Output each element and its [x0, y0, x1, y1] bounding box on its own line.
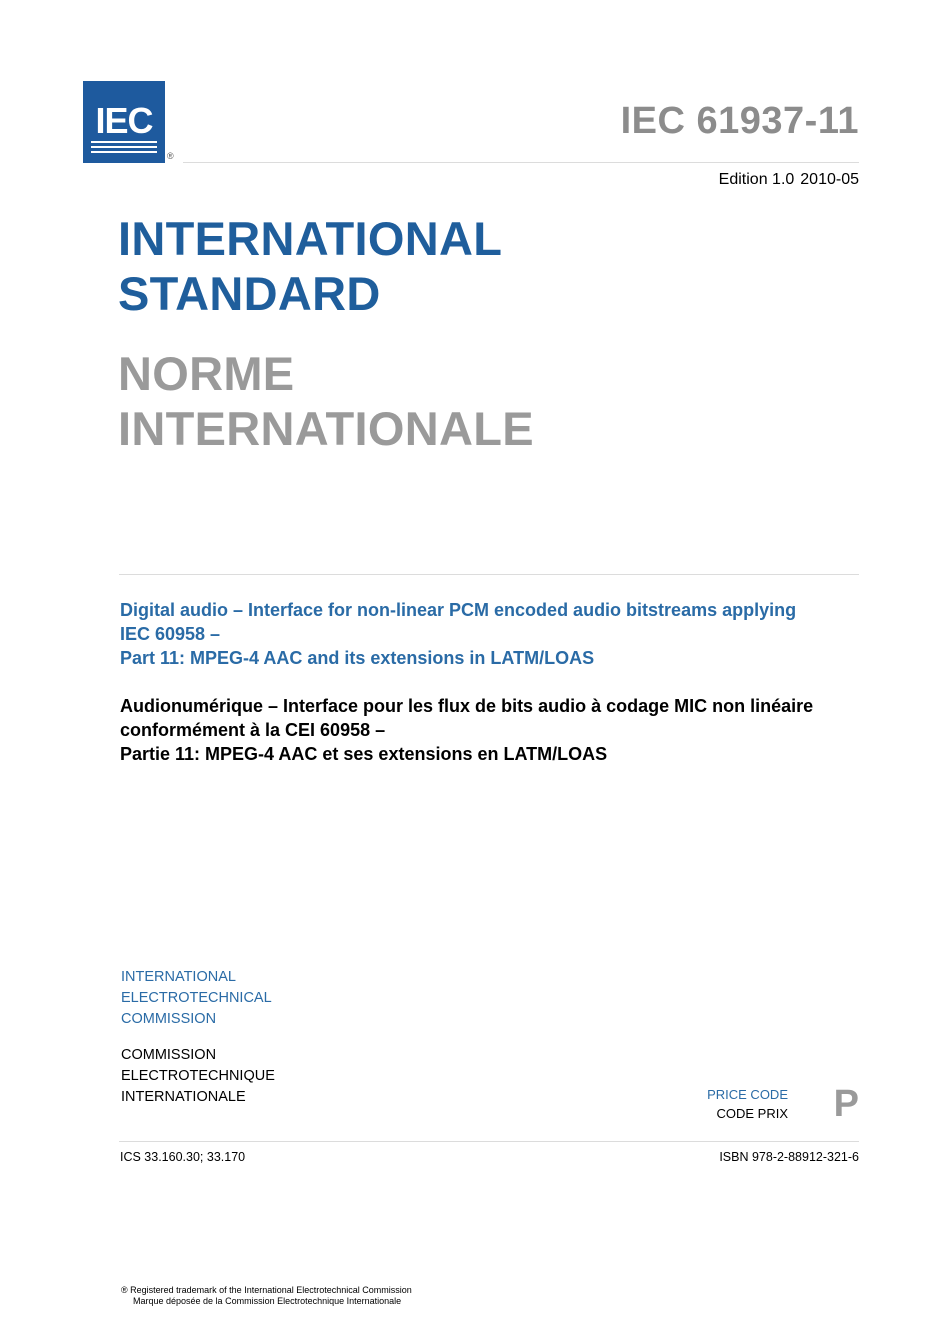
- organization-french-line: INTERNATIONALE: [121, 1089, 246, 1105]
- registered-mark: ®: [167, 151, 174, 161]
- standard-number: IEC 61937-11: [620, 100, 859, 142]
- subtitle-english-line: Digital audio – Interface for non-linear PCM encoded audio bitstreams applying: [120, 600, 797, 620]
- subtitle-english-line: IEC 60958 –: [120, 624, 221, 644]
- isbn-number: ISBN 978-2-88912-321-6: [719, 1150, 859, 1164]
- subtitle-english: [120, 598, 860, 670]
- iec-logo-graphic: [83, 81, 165, 163]
- footer-divider: [119, 1141, 859, 1142]
- organization-english-line: COMMISSION: [121, 1011, 217, 1027]
- subtitle-french: [120, 694, 865, 766]
- organization-english-line: ELECTROTECHNICAL: [121, 990, 272, 1006]
- edition-label: Edition 1.0: [718, 171, 795, 188]
- edition-date: 2010-05: [800, 171, 859, 188]
- title-french-line: NORME: [118, 347, 295, 400]
- header-divider: [183, 162, 859, 163]
- subtitle-french-line: conformément à la CEI 60958 –: [120, 720, 386, 740]
- code-prix-label: CODE PRIX: [716, 1106, 788, 1121]
- title-english-line: STANDARD: [118, 267, 381, 320]
- price-code-label: PRICE CODE: [707, 1087, 788, 1102]
- title-divider: [119, 574, 859, 575]
- subtitle-english-line: Part 11: MPEG-4 AAC and its extensions in LATM/LOAS: [120, 648, 595, 668]
- title-english: [118, 211, 502, 321]
- subtitle-french-line: Partie 11: MPEG-4 AAC et ses extensions en LATM/LOAS: [120, 744, 608, 764]
- iec-logo: [83, 81, 165, 163]
- organization-french-line: COMMISSION: [121, 1047, 217, 1063]
- ics-code: ICS 33.160.30; 33.170: [120, 1150, 246, 1164]
- edition-line: [719, 171, 859, 189]
- price-code-value: P: [833, 1083, 859, 1125]
- organization-english-line: INTERNATIONAL: [121, 969, 236, 985]
- svg-text:IEC: IEC: [95, 100, 153, 141]
- title-english-line: INTERNATIONAL: [118, 212, 503, 265]
- organization-french-line: ELECTROTECHNIQUE: [121, 1068, 275, 1084]
- trademark-note-english: ® Registered trademark of the International Electrotechnical Commission: [121, 1285, 412, 1295]
- organization-french: [121, 1045, 275, 1108]
- subtitle-french-line: Audionumérique – Interface pour les flux de bits audio à codage MIC non linéaire: [120, 696, 814, 716]
- title-french-line: INTERNATIONALE: [118, 402, 534, 455]
- title-french: [118, 346, 534, 456]
- trademark-note-french: Marque déposée de la Commission Electrotechnique Internationale: [133, 1296, 402, 1306]
- organization-english: [121, 967, 272, 1030]
- trademark-footnote: [121, 1285, 412, 1307]
